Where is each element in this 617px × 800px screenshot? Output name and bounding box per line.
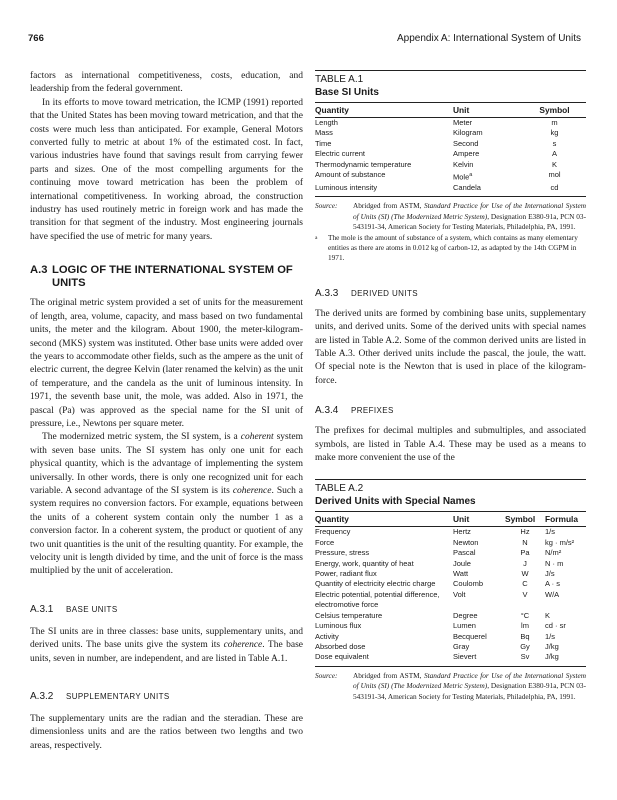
table-row: Amount of substance Mole$^a$ mol [315, 170, 561, 182]
section-number: A.3.1 [30, 603, 54, 615]
emphasis: coherence [223, 640, 263, 651]
section-heading-a32 [30, 691, 303, 702]
section-heading-a33 [315, 288, 586, 299]
section-number: A.3 [30, 264, 48, 277]
right-column [315, 70, 586, 702]
section-number: A.3.3 [315, 287, 339, 299]
paragraph: The supplementary units are the radian and the steradian. These are dimensionless units and are the ratios between two lengths and two areas, respectively. [30, 714, 303, 751]
left-column [30, 70, 303, 753]
column-header: Formula [545, 514, 579, 525]
emphasis: coherence [232, 485, 272, 496]
table-caption: Base SI Units [315, 87, 379, 98]
column-header: Symbol [539, 105, 570, 115]
table-row: Dose equivalent Sievert Sv J/kg [315, 652, 559, 662]
footnote-marker: a [469, 172, 473, 179]
table-row: Celsius temperature Degree °C K [315, 610, 551, 620]
table-caption: Derived Units with Special Names [315, 496, 476, 508]
table-header-row [315, 512, 586, 526]
section-number: A.3.2 [30, 691, 54, 703]
paragraph: In its efforts to move toward metrication, the ICMP (1991) reported that the United States has been moving toward metrication, and that the costs were much less than anticipated. For example, General Motors converted fully to metric at about 1% of the estimated cost. In fact, various industries have found that savings result from carrying fewer parts and sizes. One of the most compelling arguments for the continuing move toward metrication has been the problem of international competitiveness. In working abroad, the construction industry has used routinely metric in foreign work and has made the transition for that segment of the industry. Most engineering journals have specified the use of metric for many years. [30, 97, 303, 242]
paragraph: The prefixes for decimal multiples and submultiples, and associated symbols, are listed in Table A.4. These may be used as a means to make more convenient the use of the [315, 426, 586, 464]
table-label: TABLE A.1 [315, 74, 364, 85]
table-row: Luminous flux Lumen lm cd · sr [315, 621, 566, 631]
table-row: Frequency Hertz Hz 1/s [315, 527, 556, 537]
section-title: BASE UNITS [66, 604, 118, 614]
table-row: Absorbed dose Gray Gy J/kg [315, 641, 559, 651]
derived-units-table [315, 512, 586, 662]
table-source: Source: Abridged from ASTM, Standard Practice for Use of the International System of Units (SI) (The Modernized Metric System), Designation E380-91a, PCN 03-543191-34, American Society for Testing Materials, Philadelphia, PA, 1991. [315, 670, 587, 701]
page-number: 766 [28, 33, 44, 44]
column-header: Quantity [315, 105, 349, 115]
running-title: Appendix A: International System of Units [397, 33, 581, 44]
section-number: A.3.4 [315, 405, 339, 417]
table-row: Force Newton N kg · m/s² [315, 537, 575, 547]
table-row: Thermodynamic temperature Kelvin K [315, 159, 557, 169]
table-a2 [315, 479, 586, 702]
column-header: Symbol [505, 514, 536, 525]
table-a1 [315, 70, 586, 264]
table-row: Luminous intensity Candela cd [315, 182, 559, 192]
section-title: LOGIC OF THE INTERNATIONAL SYSTEM OF UNITS [52, 264, 293, 290]
section-heading-a3 [30, 264, 303, 290]
column-header: Unit [453, 105, 470, 115]
section-title: DERIVED UNITS [351, 288, 418, 298]
paragraph: The modernized metric system, the SI system, is a coherent system with seven base units. The SI system has only one unit for each physical quantity, which is the advantage of implementing the system universally. In other words, there is only one recognized unit for each variable. A second advantage of the SI system is its coherence. Such a system requires no conversion factors. For example, equations between the units of a coherent system contain only the number 1 as a conversion factor. In a coherent system, the product or quotient of any two unit quantities is the unit of the resulting quantity. For example, the velocity unit is length divided by time, and the unit of force is the mass multiplied by the unit of acceleration. [30, 432, 304, 577]
table-row: Activity Becquerel Bq 1/s [315, 631, 556, 641]
section-heading-a34 [315, 405, 586, 416]
emphasis: coherent [240, 432, 274, 443]
column-header: Unit [453, 514, 470, 525]
table-row: Time Second s [315, 138, 557, 148]
section-title: PREFIXES [351, 406, 394, 416]
paragraph: factors as international competitiveness, costs, education, and leadership from the federal government. [30, 71, 303, 95]
table-row: Electric potential, potential difference, electromotive force Volt V W/A [315, 589, 560, 610]
paragraph: The SI units are in three classes: base units, supplementary units, and derived units. The base units give the system its coherence. The base units, seven in number, are independent, and are listed in Table A.1. [30, 626, 303, 664]
section-title: SUPPLEMENTARY UNITS [66, 692, 170, 702]
section-heading-a31 [30, 604, 303, 615]
table-row: Power, radiant flux Watt W J/s [315, 569, 555, 579]
table-row: Electric current Ampere A [315, 149, 557, 159]
table-row: Pressure, stress Pascal Pa N/m² [315, 548, 562, 558]
paragraph: The original metric system provided a set of units for the measurement of length, area, volume, capacity, and mass based on two fundamental units, the meter and the kilogram. About 1900, the meter-kilogram-second (MKS) system was instituted. Other base units were added over the years to accommodate other fields, such as the ampere as the unit of electric current, the degree Kelvin (later renamed the kelvin) as the unit of temperature, and the candela as the unit of luminous intensity. In 1971, the seventh base unit, the mole, was added. Also in 1971, the pascal (Pa) was approved as the special name for the SI unit of pressure, i.e., Newtons per square meter. [30, 298, 303, 429]
table-row: Length Meter m [315, 118, 558, 127]
column-header: Quantity [315, 514, 349, 525]
table-header-row [315, 103, 586, 117]
paragraph: The derived units are formed by combining base units, supplementary units, and derived units. Some of the derived units with special names are listed in Table A.2. Some of the common derived units are listed in Table A.3. Other derived units include the pascal, the joule, the watt. Of special note is the Newton that is used in place of the kilogram-force. [315, 308, 586, 386]
base-units-table [315, 103, 586, 193]
table-row: Quantity of electricity electric charge Coulomb C A · s [315, 579, 561, 589]
table-footnote: a The mole is the amount of substance of a system, which contains as many elementary entities as there are atoms in 0.012 kg of carbon-12, as adapted by the 14th CGPM in 1971. [315, 232, 578, 263]
table-source: Source: Abridged from ASTM, Standard Practice for Use of the International System of Units (SI) (The Modernized Metric System), Designation E380-91a, PCN 03-543191-34, American Society for Testing Materials, Philadelphia, PA, 1991. [315, 201, 587, 232]
table-row: Energy, work, quantity of heat Joule J N · m [315, 558, 564, 568]
table-row: Mass Kilogram kg [315, 128, 559, 138]
table-label: TABLE A.2 [315, 483, 364, 495]
